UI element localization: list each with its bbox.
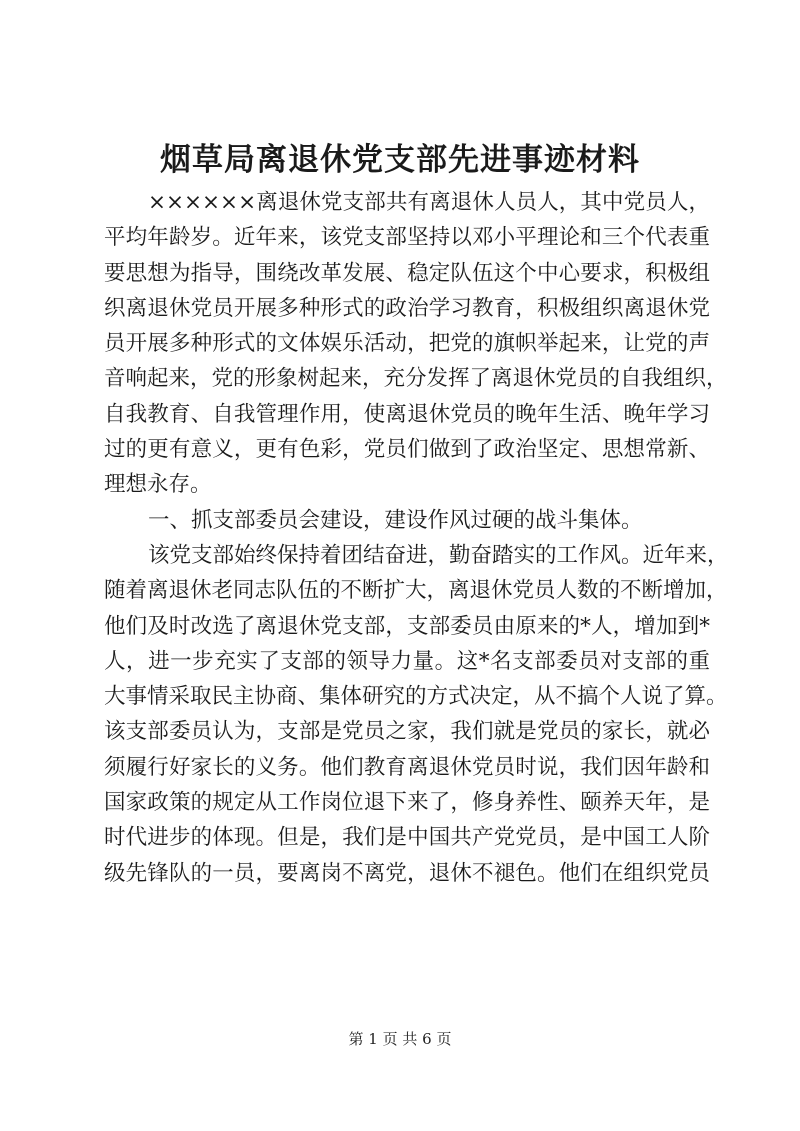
body-line: 须履行好家长的义务。他们教育离退休党员时说，我们因年龄和 bbox=[104, 754, 710, 780]
body-line: 平均年龄岁。近年来，该党支部坚持以邓小平理论和三个代表重 bbox=[104, 225, 710, 251]
body-line: 音响起来，党的形象树起来，充分发挥了离退休党员的自我组织， bbox=[104, 366, 728, 392]
body-line: 织离退休党员开展多种形式的政治学习教育，积极组织离退休党 bbox=[104, 295, 710, 321]
body-line: ××××××离退休党支部共有离退休人员人，其中党员人， bbox=[148, 190, 710, 215]
body-line: 国家政策的规定从工作岗位退下来了，修身养性、颐养天年，是 bbox=[104, 790, 710, 816]
document-body bbox=[104, 185, 729, 891]
body-line: 大事情采取民主协商、集体研究的方式决定，从不搞个人说了算。 bbox=[104, 684, 728, 710]
body-line: 过的更有意义，更有色彩，党员们做到了政治坚定、思想常新、 bbox=[104, 437, 710, 463]
page-footer bbox=[0, 1029, 800, 1049]
body-line: 他们及时改选了离退休党支部，支部委员由原来的*人，增加到* bbox=[104, 613, 710, 639]
body-line: 员开展多种形式的文体娱乐活动，把党的旗帜举起来，让党的声 bbox=[104, 331, 710, 357]
page-number-label: 第 1 页 共 6 页 bbox=[348, 1030, 452, 1048]
body-line: 该党支部始终保持着团结奋进，勤奋踏实的工作风。近年来， bbox=[148, 542, 729, 568]
body-line: 随着离退休老同志队伍的不断扩大，离退休党员人数的不断增加， bbox=[104, 578, 728, 604]
document-title: 烟草局离退休党支部先进事迹材料 bbox=[160, 142, 640, 178]
body-line: 时代进步的体现。但是，我们是中国共产党党员，是中国工人阶 bbox=[104, 825, 710, 851]
body-line: 该支部委员认为，支部是党员之家，我们就是党员的家长，就必 bbox=[104, 719, 710, 745]
section-heading: 一、抓支部委员会建设，建设作风过硬的战斗集体。 bbox=[148, 507, 643, 533]
body-line: 要思想为指导，围绕改革发展、稳定队伍这个中心要求，积极组 bbox=[104, 260, 710, 286]
body-line: 人，进一步充实了支部的领导力量。这*名支部委员对支部的重 bbox=[104, 648, 710, 674]
body-line: 理想永存。 bbox=[104, 472, 212, 498]
body-line: 自我教育、自我管理作用，使离退休党员的晚年生活、晚年学习 bbox=[104, 401, 710, 427]
body-line: 级先锋队的一员，要离岗不离党，退休不褪色。他们在组织党员 bbox=[104, 860, 710, 886]
